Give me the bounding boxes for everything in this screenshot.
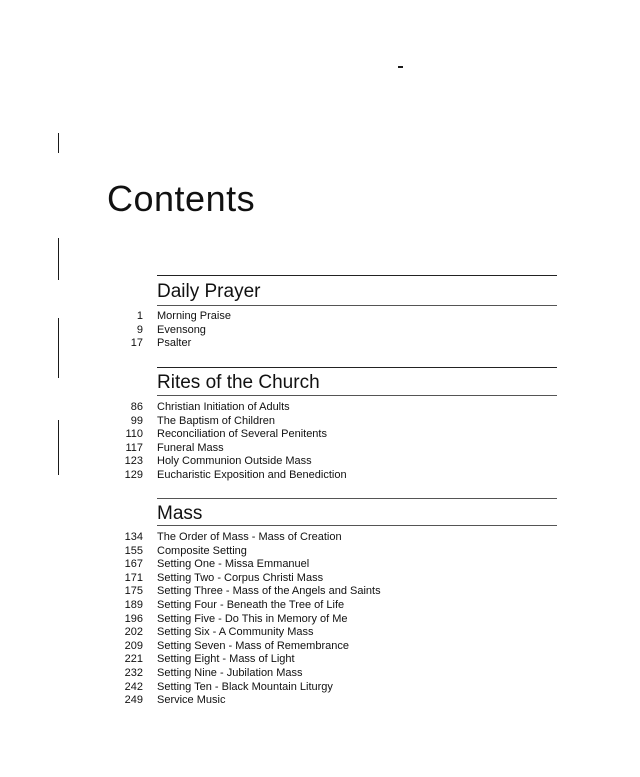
page-number: 110 <box>125 428 143 441</box>
entry-label: Setting One - Missa Emmanuel <box>157 558 310 571</box>
list-item <box>107 558 557 572</box>
list-item <box>107 469 557 483</box>
section-daily-prayer <box>107 275 557 360</box>
page-number: 86 <box>130 401 143 413</box>
entry-label: Setting Three - Mass of the Angels and Saints <box>157 585 381 598</box>
entry-label: Setting Seven - Mass of Remembrance <box>157 639 349 652</box>
page-number: 129 <box>124 468 143 481</box>
section-top-rule <box>157 275 557 276</box>
section-heading: Daily Prayer <box>157 281 261 302</box>
list-item <box>107 613 557 627</box>
section-top-rule <box>157 498 557 499</box>
entry-label: Service Music <box>157 694 226 707</box>
entry-label: Morning Praise <box>157 310 231 322</box>
page-number: 167 <box>124 558 143 571</box>
scan-mark <box>58 318 59 378</box>
list-item <box>107 401 557 415</box>
entry-label: Setting Six - A Community Mass <box>157 626 314 639</box>
entry-label: Setting Ten - Black Mountain Liturgy <box>157 680 333 693</box>
page-number: 221 <box>124 653 143 666</box>
page-number: 9 <box>136 323 143 336</box>
section-heading-rule <box>157 525 557 526</box>
page-number: 209 <box>124 639 143 652</box>
entry-label: Setting Four - Beneath the Tree of Life <box>157 598 345 611</box>
list-item <box>107 585 557 599</box>
scan-mark <box>58 420 59 475</box>
entry-label: Setting Two - Corpus Christi Mass <box>157 571 324 584</box>
scan-mark <box>398 66 403 68</box>
list-item <box>107 599 557 613</box>
list-item <box>107 442 557 456</box>
page-number: 117 <box>125 441 143 454</box>
page-number: 189 <box>124 598 143 611</box>
list-item <box>107 694 557 708</box>
page-number: 175 <box>124 585 143 598</box>
list-item <box>107 572 557 586</box>
entry-label: Reconciliation of Several Penitents <box>157 428 327 441</box>
page-number: 123 <box>124 455 143 468</box>
list-item <box>107 640 557 654</box>
entry-label: Christian Initiation of Adults <box>157 401 290 413</box>
page-number: 155 <box>124 544 143 557</box>
list-item <box>107 545 557 559</box>
page-number: 232 <box>124 666 143 679</box>
list-item <box>107 531 557 545</box>
entry-label: Funeral Mass <box>157 441 224 454</box>
section-heading-rule <box>157 395 557 396</box>
list-item <box>107 415 557 429</box>
entry-list <box>107 531 557 708</box>
page-number: 249 <box>124 694 143 707</box>
entry-list <box>107 401 557 483</box>
section-rites-of-the-church <box>107 367 557 492</box>
list-item <box>107 324 557 338</box>
entry-label: Holy Communion Outside Mass <box>157 455 312 468</box>
page-number: 17 <box>130 337 143 350</box>
list-item <box>107 653 557 667</box>
list-item <box>107 310 557 324</box>
entry-label: Composite Setting <box>157 544 247 557</box>
list-item <box>107 428 557 442</box>
page-number: 202 <box>124 626 143 639</box>
section-heading: Rites of the Church <box>157 372 320 393</box>
page-number: 171 <box>124 571 143 584</box>
list-item <box>107 667 557 681</box>
entry-label: Eucharistic Exposition and Benediction <box>157 468 347 481</box>
page-title: Contents <box>107 178 256 219</box>
entry-label: The Order of Mass - Mass of Creation <box>157 531 342 543</box>
section-mass <box>107 498 557 713</box>
list-item <box>107 681 557 695</box>
list-item <box>107 455 557 469</box>
page-number: 134 <box>124 531 143 543</box>
list-item <box>107 626 557 640</box>
entry-list <box>107 310 557 351</box>
section-heading-rule <box>157 305 557 306</box>
entry-label: The Baptism of Children <box>157 414 275 427</box>
entry-label: Evensong <box>157 323 206 336</box>
entry-label: Setting Five - Do This in Memory of Me <box>157 612 348 625</box>
section-top-rule <box>157 367 557 368</box>
page-number: 1 <box>136 310 143 322</box>
page-number: 99 <box>130 414 143 427</box>
scan-mark <box>58 133 59 153</box>
page-number: 196 <box>124 612 143 625</box>
entry-label: Psalter <box>157 337 192 350</box>
scan-mark <box>58 238 59 280</box>
page-number: 242 <box>124 680 143 693</box>
entry-label: Setting Eight - Mass of Light <box>157 653 295 666</box>
section-heading: Mass <box>157 503 203 524</box>
list-item <box>107 337 557 351</box>
entry-label: Setting Nine - Jubilation Mass <box>157 666 303 679</box>
